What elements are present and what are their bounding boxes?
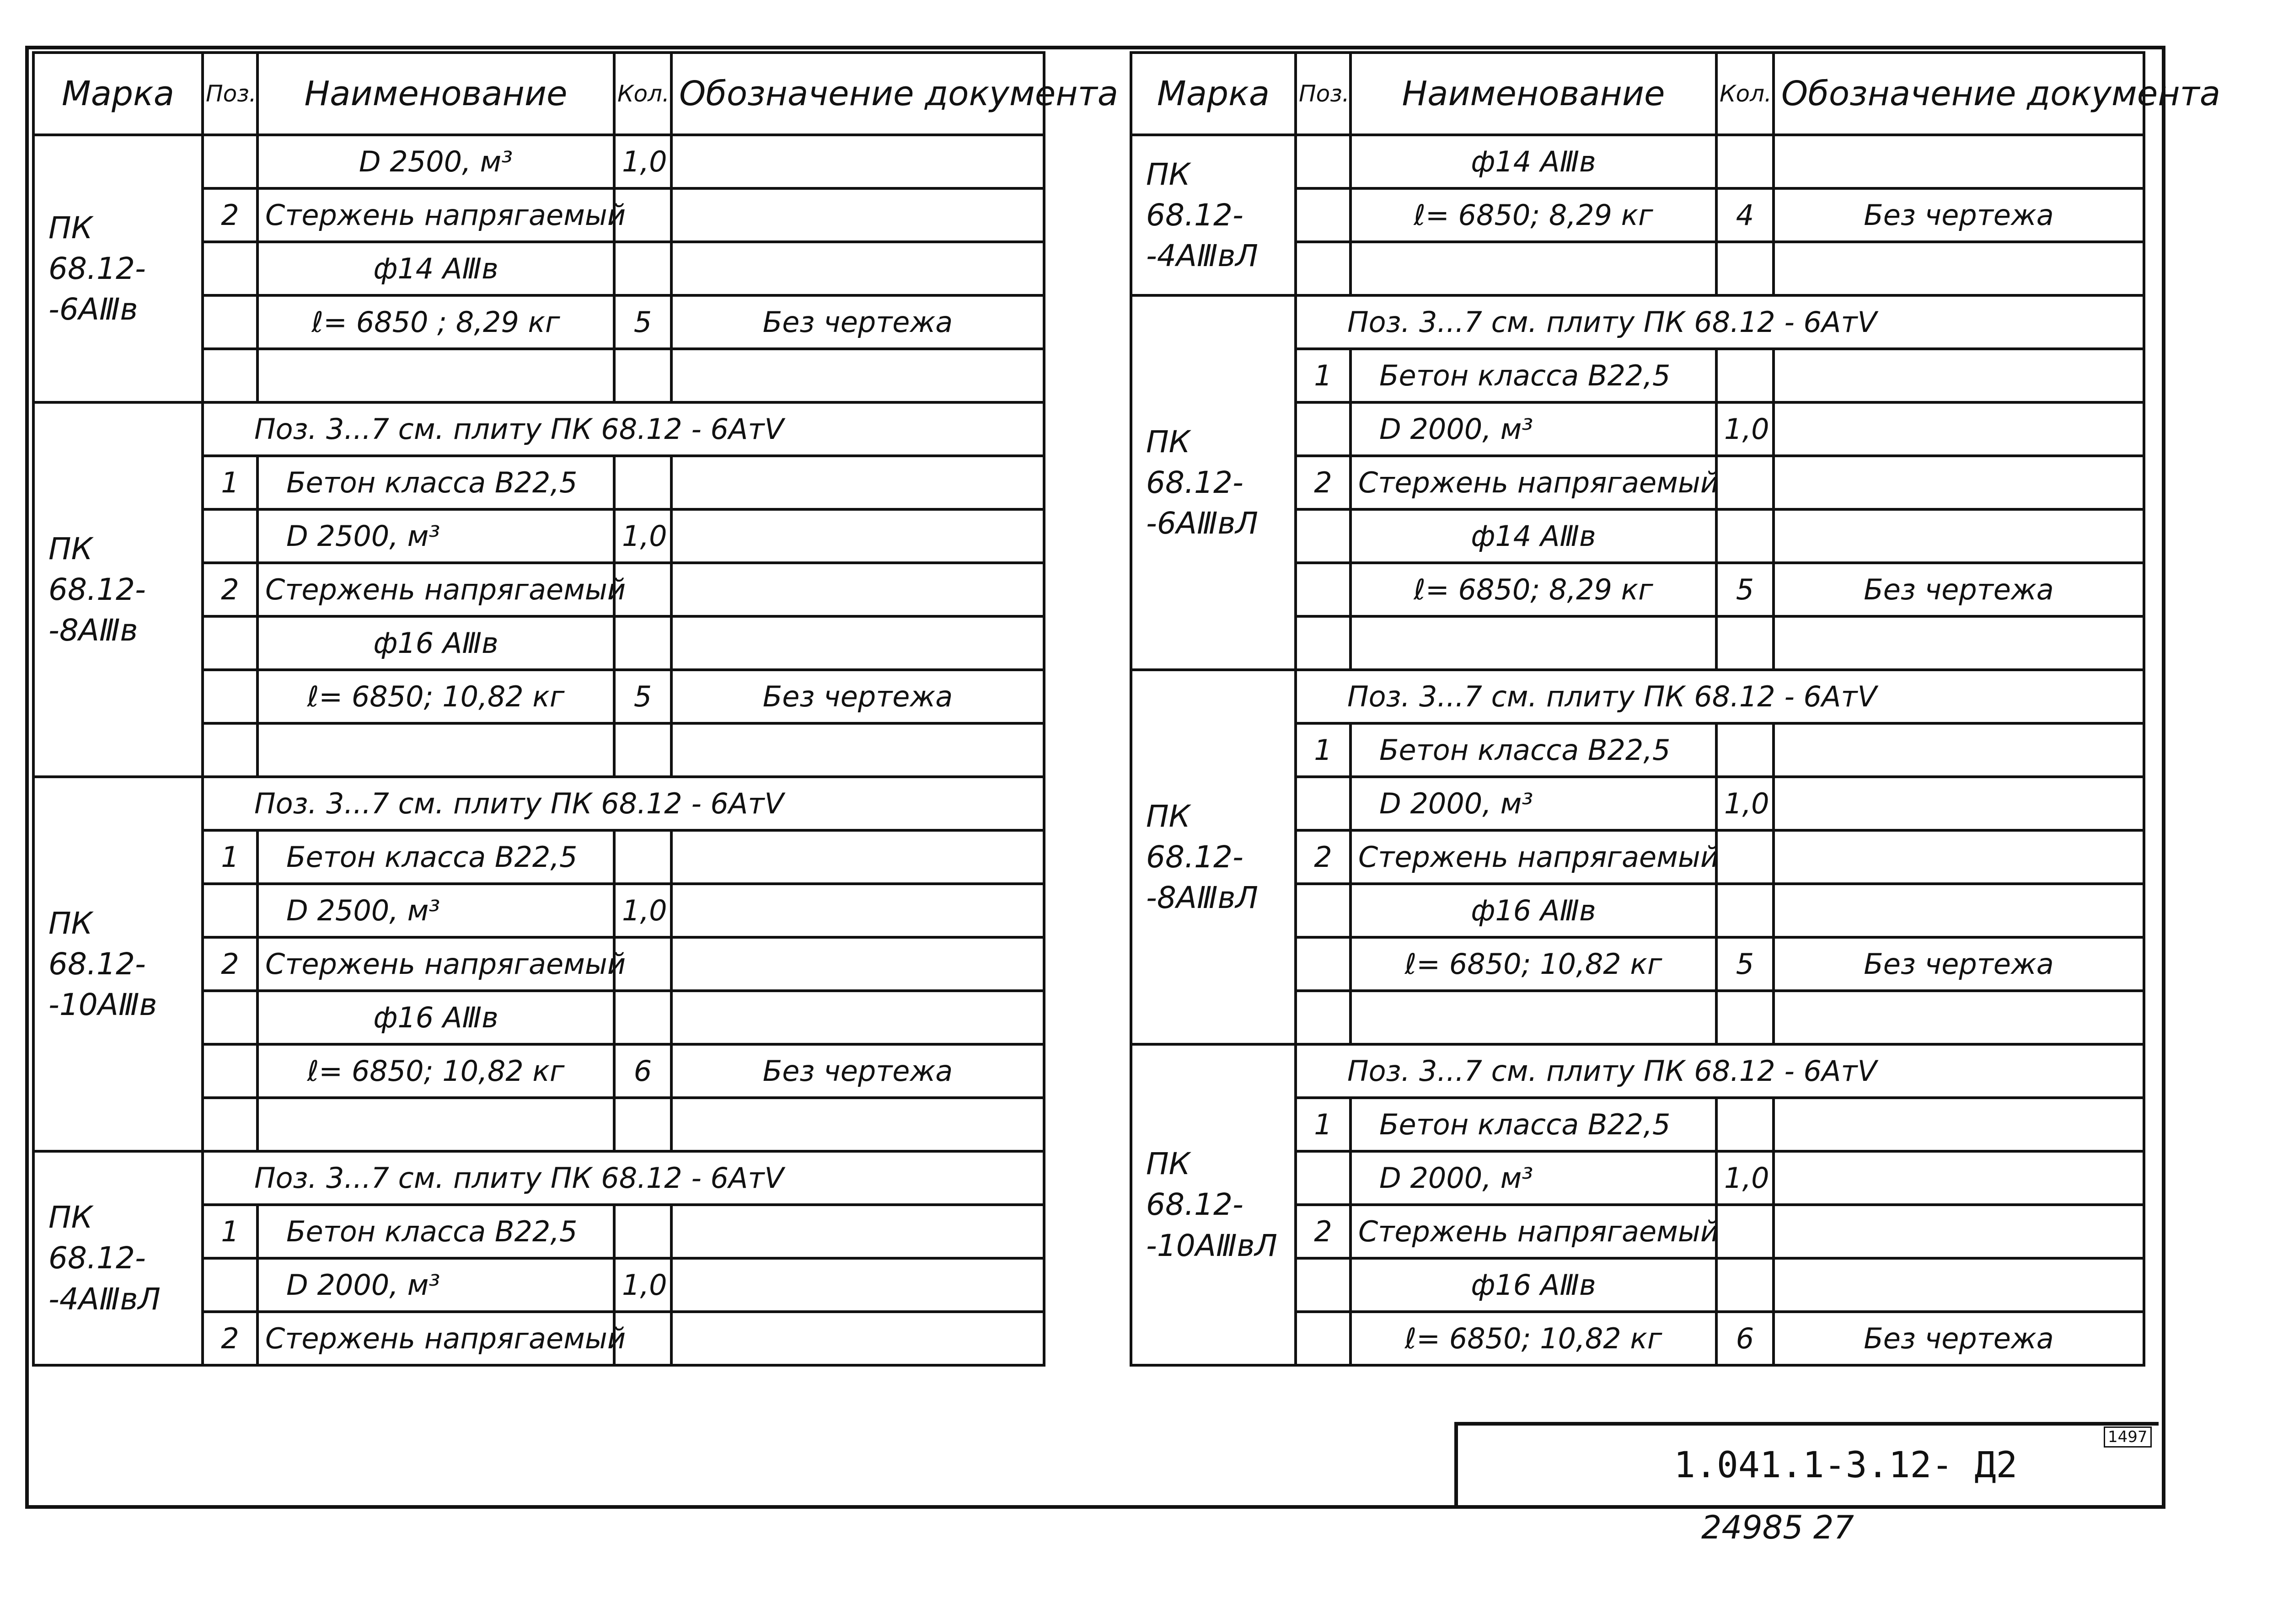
name-cell: D 2500, м³ (257, 884, 614, 937)
pos-cell: 2 (203, 937, 257, 991)
doc-cell (1774, 884, 2144, 937)
pos-cell (1296, 991, 1351, 1044)
doc-cell (1774, 777, 2144, 830)
name-cell (1351, 616, 1716, 670)
qty-cell (1716, 884, 1774, 937)
qty-cell (614, 242, 671, 295)
name-cell: D 2000, м³ (1351, 777, 1716, 830)
pos-cell (203, 509, 257, 563)
group-right-3 (1131, 670, 2144, 1044)
name-cell: ф16 АⅢв (257, 991, 614, 1044)
col-pos: Поз. (203, 53, 257, 135)
name-cell: Стержень напрягаемый (1351, 830, 1716, 884)
doc-cell (671, 616, 1044, 670)
doc-cell: Без чертежа (1774, 937, 2144, 991)
qty-cell: 1,0 (1716, 1151, 1774, 1205)
marka-cell: ПК 68.12- -4АⅢвЛ (33, 1151, 203, 1365)
qty-cell (614, 991, 671, 1044)
col-doc: Обозначение документа (1774, 53, 2144, 135)
table-row (1131, 670, 2144, 723)
name-cell: ф16 АⅢв (257, 616, 614, 670)
pos-cell (203, 349, 257, 402)
pos-cell (1296, 884, 1351, 937)
doc-cell (671, 723, 1044, 777)
corner-mark: 1497 (2104, 1426, 2152, 1448)
name-cell (257, 723, 614, 777)
doc-cell (1774, 1098, 2144, 1151)
name-cell: Стержень напрягаемый (1351, 456, 1716, 509)
pos-cell (203, 1044, 257, 1098)
qty-cell (614, 723, 671, 777)
pos-cell (1296, 188, 1351, 242)
group-left-1 (33, 135, 1044, 402)
name-cell: Стержень напрягаемый (1351, 1205, 1716, 1258)
name-cell: D 2500, м³ (257, 509, 614, 563)
reference-note: Поз. 3...7 см. плиту ПК 68.12 - 6АтⅤ (203, 1151, 1044, 1205)
col-pos: Поз. (1296, 53, 1351, 135)
name-cell (257, 1098, 614, 1151)
table-row (1131, 135, 2144, 188)
col-name: Наименование (257, 53, 614, 135)
doc-cell (671, 349, 1044, 402)
group-right-4 (1131, 1044, 2144, 1365)
name-cell: ф14 АⅢв (1351, 509, 1716, 563)
col-name: Наименование (1351, 53, 1716, 135)
name-cell: Стержень напрягаемый (257, 563, 614, 616)
name-cell: ℓ= 6850; 8,29 кг (1351, 188, 1716, 242)
pos-cell (203, 884, 257, 937)
pos-cell (203, 723, 257, 777)
qty-cell: 5 (1716, 563, 1774, 616)
doc-cell (671, 188, 1044, 242)
doc-cell: Без чертежа (671, 670, 1044, 723)
doc-cell (1774, 349, 2144, 402)
pos-cell (1296, 616, 1351, 670)
col-doc: Обозначение документа (671, 53, 1044, 135)
qty-cell (1716, 1258, 1774, 1312)
doc-cell (1774, 456, 2144, 509)
qty-cell (1716, 456, 1774, 509)
marka-cell: ПК 68.12- -6АⅢвЛ (1131, 295, 1296, 670)
qty-cell: 6 (614, 1044, 671, 1098)
qty-cell (1716, 242, 1774, 295)
doc-cell (671, 937, 1044, 991)
reference-note: Поз. 3...7 см. плиту ПК 68.12 - 6АтⅤ (1296, 1044, 2144, 1098)
qty-cell: 1,0 (1716, 777, 1774, 830)
pos-cell (1296, 937, 1351, 991)
qty-cell: 5 (614, 295, 671, 349)
group-left-2 (33, 402, 1044, 777)
col-qty: Кол. (614, 53, 671, 135)
name-cell: Бетон класса В22,5 (1351, 723, 1716, 777)
col-marka: Марка (1131, 53, 1296, 135)
name-cell: Стержень напрягаемый (257, 937, 614, 991)
name-cell: ф14 АⅢв (257, 242, 614, 295)
qty-cell: 4 (1716, 188, 1774, 242)
pos-cell (1296, 135, 1351, 188)
doc-cell (671, 1205, 1044, 1258)
pos-cell: 2 (203, 188, 257, 242)
doc-cell (671, 456, 1044, 509)
qty-cell (1716, 135, 1774, 188)
doc-cell (671, 1312, 1044, 1365)
table-row (1131, 295, 2144, 349)
pos-cell (1296, 777, 1351, 830)
header-row (1131, 53, 2144, 135)
doc-cell: Без чертежа (671, 295, 1044, 349)
group-left-4 (33, 1151, 1044, 1365)
name-cell: D 2500, м³ (257, 135, 614, 188)
col-marka: Марка (33, 53, 203, 135)
doc-cell (1774, 242, 2144, 295)
name-cell (1351, 242, 1716, 295)
marka-cell: ПК 68.12- -8АⅢвЛ (1131, 670, 1296, 1044)
pos-cell (203, 616, 257, 670)
marka-cell: ПК 68.12- -4АⅢвЛ (1131, 135, 1296, 295)
pos-cell (203, 991, 257, 1044)
pos-cell (203, 242, 257, 295)
name-cell: ф14 АⅢв (1351, 135, 1716, 188)
doc-cell: Без чертежа (671, 1044, 1044, 1098)
reference-note: Поз. 3...7 см. плиту ПК 68.12 - 6АтⅤ (1296, 670, 2144, 723)
doc-cell (1774, 1205, 2144, 1258)
name-cell: ℓ= 6850 ; 8,29 кг (257, 295, 614, 349)
reference-note: Поз. 3...7 см. плиту ПК 68.12 - 6АтⅤ (203, 777, 1044, 830)
group-right-1 (1131, 135, 2144, 295)
name-cell: Бетон класса В22,5 (257, 456, 614, 509)
pos-cell: 2 (1296, 456, 1351, 509)
name-cell: Бетон класса В22,5 (1351, 1098, 1716, 1151)
pos-cell (1296, 1258, 1351, 1312)
pos-cell: 2 (1296, 1205, 1351, 1258)
name-cell: ф16 АⅢв (1351, 884, 1716, 937)
reference-note: Поз. 3...7 см. плиту ПК 68.12 - 6АтⅤ (203, 402, 1044, 456)
marka-cell: ПК 68.12- -10АⅢвЛ (1131, 1044, 1296, 1365)
doc-cell (671, 509, 1044, 563)
qty-cell (1716, 830, 1774, 884)
qty-cell: 1,0 (614, 1258, 671, 1312)
name-cell: Стержень напрягаемый (257, 1312, 614, 1365)
qty-cell (614, 616, 671, 670)
doc-cell (1774, 135, 2144, 188)
doc-cell (671, 991, 1044, 1044)
qty-cell (1716, 723, 1774, 777)
qty-cell (1716, 991, 1774, 1044)
pos-cell: 1 (1296, 349, 1351, 402)
doc-cell (671, 830, 1044, 884)
pos-cell (203, 670, 257, 723)
pos-cell (1296, 242, 1351, 295)
name-cell (1351, 991, 1716, 1044)
col-qty: Кол. (1716, 53, 1774, 135)
pos-cell (203, 135, 257, 188)
qty-cell: 5 (614, 670, 671, 723)
name-cell: Бетон класса В22,5 (1351, 349, 1716, 402)
group-right-2 (1131, 295, 2144, 670)
pos-cell: 2 (1296, 830, 1351, 884)
pos-cell: 1 (203, 1205, 257, 1258)
doc-cell: Без чертежа (1774, 1312, 2144, 1365)
qty-cell (1716, 509, 1774, 563)
name-cell: Стержень напрягаемый (257, 188, 614, 242)
doc-cell (1774, 830, 2144, 884)
pos-cell: 1 (1296, 1098, 1351, 1151)
pos-cell: 2 (203, 563, 257, 616)
name-cell: ℓ= 6850; 10,82 кг (257, 1044, 614, 1098)
doc-cell: Без чертежа (1774, 563, 2144, 616)
name-cell: Бетон класса В22,5 (257, 1205, 614, 1258)
qty-cell: 1,0 (614, 135, 671, 188)
qty-cell (1716, 349, 1774, 402)
doc-cell (671, 884, 1044, 937)
pos-cell (1296, 1312, 1351, 1365)
name-cell: ℓ= 6850; 10,82 кг (1351, 1312, 1716, 1365)
qty-cell (614, 1098, 671, 1151)
name-cell: D 2000, м³ (257, 1258, 614, 1312)
qty-cell: 5 (1716, 937, 1774, 991)
pos-cell: 1 (203, 830, 257, 884)
qty-cell: 1,0 (614, 509, 671, 563)
name-cell: D 2000, м³ (1351, 402, 1716, 456)
marka-cell: ПК 68.12- -8АⅢв (33, 402, 203, 777)
qty-cell (614, 349, 671, 402)
left-spec-table (32, 51, 1119, 1367)
qty-cell (614, 456, 671, 509)
pos-cell (1296, 402, 1351, 456)
pos-cell (1296, 563, 1351, 616)
marka-cell: ПК 68.12- -6АⅢв (33, 135, 203, 402)
pos-cell (1296, 509, 1351, 563)
inventory-number: 24985 27 (1701, 1509, 1854, 1546)
doc-cell (1774, 402, 2144, 456)
table-row (1131, 1044, 2144, 1098)
pos-cell (203, 295, 257, 349)
doc-cell (1774, 723, 2144, 777)
pos-cell: 1 (203, 456, 257, 509)
name-cell: ℓ= 6850; 8,29 кг (1351, 563, 1716, 616)
doc-cell (671, 563, 1044, 616)
qty-cell: 1,0 (1716, 402, 1774, 456)
pos-cell: 2 (203, 1312, 257, 1365)
document-code: 1.041.1-3.12- Д2 (1674, 1445, 2018, 1486)
doc-cell: Без чертежа (1774, 188, 2144, 242)
doc-cell (671, 135, 1044, 188)
name-cell: ℓ= 6850; 10,82 кг (257, 670, 614, 723)
group-left-3 (33, 777, 1044, 1151)
name-cell: Бетон класса В22,5 (257, 830, 614, 884)
doc-cell (671, 1098, 1044, 1151)
pos-cell: 1 (1296, 723, 1351, 777)
qty-cell (1716, 616, 1774, 670)
name-cell: ф16 АⅢв (1351, 1258, 1716, 1312)
doc-cell (1774, 616, 2144, 670)
doc-cell (1774, 509, 2144, 563)
qty-cell: 1,0 (614, 884, 671, 937)
right-spec-table (1130, 51, 2221, 1367)
doc-cell (1774, 1151, 2144, 1205)
qty-cell (1716, 1205, 1774, 1258)
table-row (33, 777, 1044, 830)
pos-cell (1296, 1151, 1351, 1205)
header-row (33, 53, 1044, 135)
qty-cell: 6 (1716, 1312, 1774, 1365)
pos-cell (203, 1258, 257, 1312)
table-row (33, 1151, 1044, 1205)
qty-cell (1716, 1098, 1774, 1151)
name-cell: ℓ= 6850; 10,82 кг (1351, 937, 1716, 991)
doc-cell (1774, 1258, 2144, 1312)
reference-note: Поз. 3...7 см. плиту ПК 68.12 - 6АтⅤ (1296, 295, 2144, 349)
pos-cell (203, 1098, 257, 1151)
doc-cell (671, 1258, 1044, 1312)
name-cell (257, 349, 614, 402)
table-row (33, 135, 1044, 188)
marka-cell: ПК 68.12- -10АⅢв (33, 777, 203, 1151)
qty-cell (614, 1205, 671, 1258)
name-cell: D 2000, м³ (1351, 1151, 1716, 1205)
doc-cell (1774, 991, 2144, 1044)
table-row (33, 402, 1044, 456)
qty-cell (614, 830, 671, 884)
doc-cell (671, 242, 1044, 295)
